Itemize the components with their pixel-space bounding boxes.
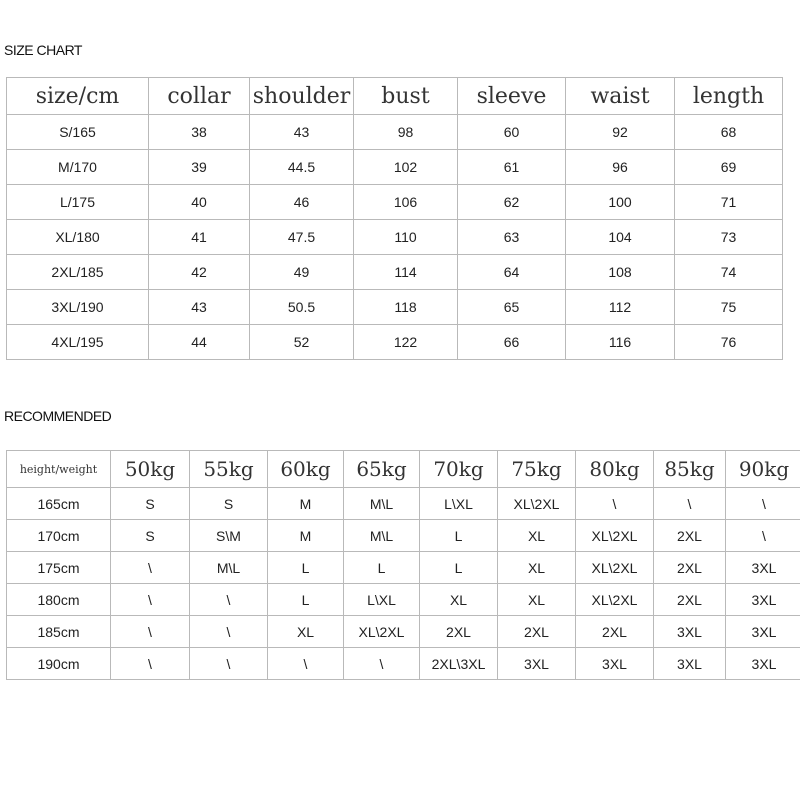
recommended-row	[7, 520, 800, 552]
table-cell: M\L	[344, 488, 420, 520]
size-chart-row	[7, 255, 783, 290]
table-cell: XL\2XL	[344, 616, 420, 648]
table-cell: M\L	[344, 520, 420, 552]
table-cell: 2XL	[654, 520, 726, 552]
size-chart-row	[7, 325, 783, 360]
table-cell: 104	[566, 220, 675, 255]
table-cell: 100	[566, 185, 675, 220]
size-chart-row	[7, 115, 783, 150]
column-header: 85kg	[654, 451, 726, 488]
table-cell: 75	[675, 290, 783, 325]
table-cell: \	[190, 616, 268, 648]
table-cell: \	[190, 648, 268, 680]
column-header: height/weight	[7, 451, 111, 488]
column-header: bust	[354, 78, 458, 115]
table-cell: L	[268, 584, 344, 616]
row-label: M/170	[7, 150, 149, 185]
column-header: waist	[566, 78, 675, 115]
row-label: 4XL/195	[7, 325, 149, 360]
table-cell: XL\2XL	[576, 552, 654, 584]
table-cell: 44.5	[250, 150, 354, 185]
table-cell: 50.5	[250, 290, 354, 325]
table-cell: 44	[149, 325, 250, 360]
table-cell: 3XL	[654, 648, 726, 680]
table-cell: \	[111, 616, 190, 648]
column-header: 50kg	[111, 451, 190, 488]
table-cell: 3XL	[498, 648, 576, 680]
table-cell: 112	[566, 290, 675, 325]
table-cell: 47.5	[250, 220, 354, 255]
table-cell: 66	[458, 325, 566, 360]
size-chart-row	[7, 220, 783, 255]
table-cell: 68	[675, 115, 783, 150]
table-cell: XL\2XL	[498, 488, 576, 520]
table-cell: 96	[566, 150, 675, 185]
table-cell: 3XL	[726, 648, 800, 680]
table-cell: 102	[354, 150, 458, 185]
table-cell: XL	[498, 520, 576, 552]
table-cell: \	[111, 552, 190, 584]
column-header: length	[675, 78, 783, 115]
table-cell: 98	[354, 115, 458, 150]
recommended-header-row	[7, 451, 800, 488]
table-cell: \	[111, 648, 190, 680]
table-cell: XL	[420, 584, 498, 616]
table-cell: 71	[675, 185, 783, 220]
column-header: 70kg	[420, 451, 498, 488]
row-label: 2XL/185	[7, 255, 149, 290]
table-cell: 118	[354, 290, 458, 325]
table-cell: 40	[149, 185, 250, 220]
column-header: 90kg	[726, 451, 800, 488]
table-cell: 2XL	[420, 616, 498, 648]
table-cell: 2XL	[498, 616, 576, 648]
table-cell: 2XL	[576, 616, 654, 648]
table-cell: S	[111, 520, 190, 552]
table-cell: 64	[458, 255, 566, 290]
column-header: sleeve	[458, 78, 566, 115]
table-cell: S	[111, 488, 190, 520]
table-cell: \	[111, 584, 190, 616]
table-cell: 3XL	[726, 552, 800, 584]
table-cell: \	[576, 488, 654, 520]
table-cell: 2XL	[654, 552, 726, 584]
row-label: 170cm	[7, 520, 111, 552]
table-cell: 106	[354, 185, 458, 220]
size-chart-row	[7, 290, 783, 325]
table-cell: L\XL	[344, 584, 420, 616]
table-cell: 2XL\3XL	[420, 648, 498, 680]
table-cell: 65	[458, 290, 566, 325]
table-cell: \	[344, 648, 420, 680]
table-cell: 62	[458, 185, 566, 220]
row-label: L/175	[7, 185, 149, 220]
table-cell: 76	[675, 325, 783, 360]
table-cell: L\XL	[420, 488, 498, 520]
recommended-row	[7, 648, 800, 680]
table-cell: XL	[498, 552, 576, 584]
table-cell: 73	[675, 220, 783, 255]
table-cell: 92	[566, 115, 675, 150]
size-chart-row	[7, 150, 783, 185]
table-cell: 52	[250, 325, 354, 360]
table-cell: \	[726, 488, 800, 520]
table-cell: 3XL	[654, 616, 726, 648]
table-cell: 49	[250, 255, 354, 290]
column-header: 60kg	[268, 451, 344, 488]
recommended-title: RECOMMENDED	[4, 408, 112, 424]
table-cell: XL\2XL	[576, 584, 654, 616]
table-cell: 2XL	[654, 584, 726, 616]
table-cell: 38	[149, 115, 250, 150]
size-chart-table	[6, 77, 783, 360]
size-chart-row	[7, 185, 783, 220]
table-cell: \	[726, 520, 800, 552]
row-label: 180cm	[7, 584, 111, 616]
table-cell: M	[268, 488, 344, 520]
table-cell: 42	[149, 255, 250, 290]
table-cell: S\M	[190, 520, 268, 552]
row-label: 185cm	[7, 616, 111, 648]
table-cell: 46	[250, 185, 354, 220]
table-cell: L	[344, 552, 420, 584]
table-cell: 61	[458, 150, 566, 185]
table-cell: 63	[458, 220, 566, 255]
table-cell: M\L	[190, 552, 268, 584]
table-cell: L	[420, 552, 498, 584]
table-cell: 69	[675, 150, 783, 185]
table-cell: XL	[498, 584, 576, 616]
row-label: 165cm	[7, 488, 111, 520]
recommended-row	[7, 584, 800, 616]
table-cell: 41	[149, 220, 250, 255]
row-label: 3XL/190	[7, 290, 149, 325]
table-cell: XL\2XL	[576, 520, 654, 552]
table-cell: 114	[354, 255, 458, 290]
row-label: XL/180	[7, 220, 149, 255]
table-cell: 3XL	[576, 648, 654, 680]
table-cell: 110	[354, 220, 458, 255]
size-chart-header-row	[7, 78, 783, 115]
column-header: 65kg	[344, 451, 420, 488]
row-label: 175cm	[7, 552, 111, 584]
recommended-row	[7, 488, 800, 520]
table-cell: M	[268, 520, 344, 552]
table-cell: 116	[566, 325, 675, 360]
column-header: 80kg	[576, 451, 654, 488]
recommended-table	[6, 450, 800, 680]
table-cell: 122	[354, 325, 458, 360]
column-header: 75kg	[498, 451, 576, 488]
table-cell: 39	[149, 150, 250, 185]
table-cell: 74	[675, 255, 783, 290]
table-cell: 43	[149, 290, 250, 325]
table-cell: \	[654, 488, 726, 520]
row-label: 190cm	[7, 648, 111, 680]
recommended-row	[7, 552, 800, 584]
column-header: size/cm	[7, 78, 149, 115]
table-cell: 108	[566, 255, 675, 290]
table-cell: 43	[250, 115, 354, 150]
table-cell: \	[190, 584, 268, 616]
size-chart-title: SIZE CHART	[4, 42, 82, 58]
recommended-row	[7, 616, 800, 648]
table-cell: 60	[458, 115, 566, 150]
table-cell: L	[420, 520, 498, 552]
column-header: collar	[149, 78, 250, 115]
table-cell: S	[190, 488, 268, 520]
table-cell: XL	[268, 616, 344, 648]
table-cell: 3XL	[726, 584, 800, 616]
table-cell: 3XL	[726, 616, 800, 648]
column-header: shoulder	[250, 78, 354, 115]
table-cell: \	[268, 648, 344, 680]
row-label: S/165	[7, 115, 149, 150]
column-header: 55kg	[190, 451, 268, 488]
table-cell: L	[268, 552, 344, 584]
